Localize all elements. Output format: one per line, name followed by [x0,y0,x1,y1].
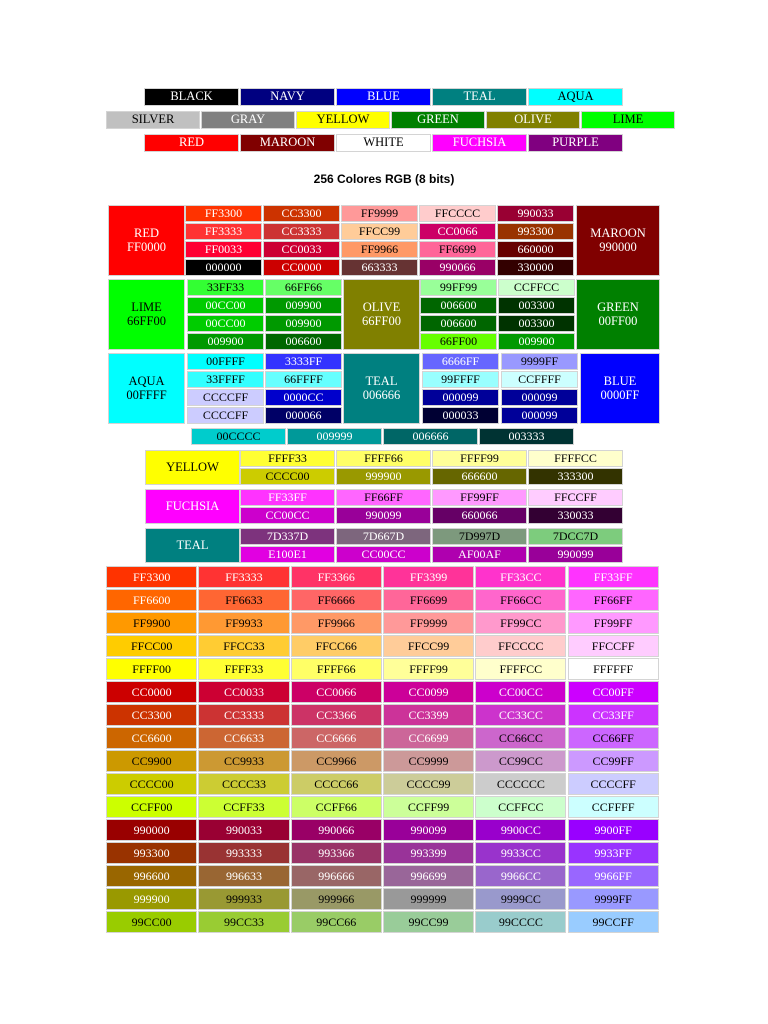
red-swatch: 660000 [497,241,574,258]
teal-variant-swatch: AF00AF [432,546,527,563]
grid-swatch: FFCCFF [568,635,659,657]
fuchsia-block: FUCHSIA [145,489,240,524]
lime-swatch: 006600 [420,315,497,332]
red-swatch: 990033 [497,205,574,222]
named-color-teal: TEAL [432,88,527,106]
red-swatch: CC0000 [263,259,340,276]
grid-swatch: CC6699 [383,727,474,749]
fuchsia-swatch: FF33FF [240,489,335,506]
aqua-swatch: 66FFFF [265,371,342,388]
yellow-swatch: FFFF66 [336,450,431,467]
grid-swatch: CCFFFF [568,796,659,818]
grid-swatch: CCCC00 [106,773,197,795]
grid-swatch: FF99CC [475,612,566,634]
grid-swatch: CCFF00 [106,796,197,818]
grid-swatch: 99CC99 [383,911,474,933]
grid-swatch: FF6666 [291,589,382,611]
fuchsia-swatch: CC00CC [240,507,335,524]
grid-swatch: CC3366 [291,704,382,726]
grid-swatch: CCFFCC [475,796,566,818]
teal-variant-swatch: 7D667D [336,528,431,545]
named-color-red: RED [144,134,239,152]
red-swatch: CC0033 [263,241,340,258]
lime-swatch: 99FF99 [420,279,497,296]
grid-swatch: 996633 [198,865,289,887]
grid-swatch: CC66FF [568,727,659,749]
grid-swatch: FFCCCC [475,635,566,657]
teal-variant-block: TEAL [145,528,240,563]
grid-swatch: 999999 [383,888,474,910]
grid-swatch: 9900CC [475,819,566,841]
red-swatch: CC3333 [263,223,340,240]
fuchsia-swatch: FF99FF [432,489,527,506]
fuchsia-swatch: FF66FF [336,489,431,506]
aqua-swatch: 33FFFF [187,371,264,388]
red-swatch: FF9999 [341,205,418,222]
fuchsia-swatch: 330033 [528,507,623,524]
aqua-swatch: 6666FF [422,353,499,370]
grid-swatch: CCCC99 [383,773,474,795]
grid-swatch: FF33FF [568,566,659,588]
named-color-olive: OLIVE [486,111,580,129]
grid-swatch: CC9900 [106,750,197,772]
grid-swatch: 996600 [106,865,197,887]
aqua-swatch: 0000CC [265,389,342,406]
grid-swatch: FFCC99 [383,635,474,657]
red-swatch: FF9966 [341,241,418,258]
named-color-maroon: MAROON [240,134,335,152]
grid-swatch: CC6633 [198,727,289,749]
named-color-aqua: AQUA [528,88,623,106]
teal-variant-swatch: 990099 [528,546,623,563]
lime-swatch: 003300 [498,315,575,332]
teal-variant-swatch: CC00CC [336,546,431,563]
grid-swatch: CC0099 [383,681,474,703]
grid-swatch: 996666 [291,865,382,887]
grid-swatch: CC33FF [568,704,659,726]
lime-swatch: 009900 [265,315,342,332]
grid-swatch: CC0033 [198,681,289,703]
red-swatch: 663333 [341,259,418,276]
grid-swatch: CC9966 [291,750,382,772]
grid-swatch: 9999CC [475,888,566,910]
yellow-swatch: CCCC00 [240,468,335,485]
grid-swatch: FF6600 [106,589,197,611]
grid-swatch: 9900FF [568,819,659,841]
green-block: GREEN 00FF00 [576,279,660,350]
lime-swatch: 66FF00 [420,333,497,350]
grid-swatch: 993366 [291,842,382,864]
grid-swatch: 993333 [198,842,289,864]
teal-variant-swatch: 7D997D [432,528,527,545]
grid-swatch: CC3300 [106,704,197,726]
fuchsia-swatch: 660066 [432,507,527,524]
aqua-swatch: 000033 [422,407,499,424]
aqua-swatch: 00FFFF [187,353,264,370]
grid-swatch: CCCCFF [568,773,659,795]
red-swatch: 000000 [185,259,262,276]
lime-swatch: CCFFCC [498,279,575,296]
grid-swatch: CC0000 [106,681,197,703]
grid-swatch: CC9999 [383,750,474,772]
grid-swatch: 999900 [106,888,197,910]
fuchsia-swatch: FFCCFF [528,489,623,506]
grid-swatch: CCCC33 [198,773,289,795]
red-swatch: FFCC99 [341,223,418,240]
lime-swatch: 66FF66 [265,279,342,296]
page-title: 256 Colores RGB (8 bits) [313,172,455,186]
grid-swatch: CCCC66 [291,773,382,795]
grid-swatch: CCCCCC [475,773,566,795]
grid-swatch: FFCC33 [198,635,289,657]
aqua-swatch: 000099 [422,389,499,406]
lime-swatch: 00CC00 [187,315,264,332]
grid-swatch: CC33CC [475,704,566,726]
grid-swatch: FFFF66 [291,658,382,680]
grid-swatch: 9966FF [568,865,659,887]
grid-swatch: FFFFCC [475,658,566,680]
grid-swatch: FF66CC [475,589,566,611]
grid-swatch: FF9999 [383,612,474,634]
red-swatch: FF3300 [185,205,262,222]
aqua-swatch: 000099 [501,407,578,424]
grid-swatch: 999966 [291,888,382,910]
grid-swatch: CC00CC [475,681,566,703]
named-color-yellow: YELLOW [296,111,390,129]
grid-swatch: FF66FF [568,589,659,611]
aqua-swatch: CCCCFF [187,389,264,406]
blue-block: BLUE 0000FF [580,353,660,424]
lime-swatch: 009900 [498,333,575,350]
aqua-swatch: CCCCFF [187,407,264,424]
grid-swatch: FF99FF [568,612,659,634]
grid-swatch: 9933CC [475,842,566,864]
grid-swatch: 99CC00 [106,911,197,933]
grid-swatch: FF6699 [383,589,474,611]
grid-swatch: FF9900 [106,612,197,634]
grid-swatch: FF3333 [198,566,289,588]
grid-swatch: CC99FF [568,750,659,772]
grid-swatch: CC0066 [291,681,382,703]
grid-swatch: CCFF66 [291,796,382,818]
grid-swatch: CC3399 [383,704,474,726]
grid-swatch: FF6633 [198,589,289,611]
aqua-swatch: 9999FF [501,353,578,370]
grid-swatch: FFCC00 [106,635,197,657]
grid-swatch: 9999FF [568,888,659,910]
named-color-white: WHITE [336,134,431,152]
fuchsia-swatch: 990099 [336,507,431,524]
grid-swatch: 99CC33 [198,911,289,933]
grid-swatch: FF3399 [383,566,474,588]
aqua-extra-swatch: 006666 [383,428,478,445]
grid-swatch: CC66CC [475,727,566,749]
olive-block: OLIVE 66FF00 [343,279,420,350]
lime-swatch: 009900 [265,297,342,314]
grid-swatch: 9966CC [475,865,566,887]
aqua-extra-swatch: 003333 [479,428,574,445]
grid-swatch: FF3300 [106,566,197,588]
grid-swatch: FF3366 [291,566,382,588]
grid-swatch: CC3333 [198,704,289,726]
aqua-extra-swatch: 009999 [287,428,382,445]
red-block: RED FF0000 [108,205,185,276]
yellow-swatch: FFFFCC [528,450,623,467]
red-swatch: CC0066 [419,223,496,240]
grid-swatch: FF9966 [291,612,382,634]
red-swatch: FF6699 [419,241,496,258]
yellow-swatch: 666600 [432,468,527,485]
lime-swatch: 33FF33 [187,279,264,296]
aqua-extra-swatch: 00CCCC [191,428,286,445]
red-swatch: FF3333 [185,223,262,240]
red-swatch: 330000 [497,259,574,276]
grid-swatch: CCFF99 [383,796,474,818]
red-swatch: FF0033 [185,241,262,258]
grid-swatch: 993300 [106,842,197,864]
named-color-lime: LIME [581,111,675,129]
grid-swatch: FFFFFF [568,658,659,680]
grid-swatch: FFFF33 [198,658,289,680]
yellow-block: YELLOW [145,450,240,485]
grid-swatch: CC00FF [568,681,659,703]
lime-block: LIME 66FF00 [108,279,185,350]
yellow-swatch: FFFF33 [240,450,335,467]
grid-swatch: 999933 [198,888,289,910]
grid-swatch: 9933FF [568,842,659,864]
grid-swatch: FFCC66 [291,635,382,657]
yellow-swatch: 999900 [336,468,431,485]
lime-swatch: 006600 [420,297,497,314]
red-swatch: FFCCCC [419,205,496,222]
teal-variant-swatch: E100E1 [240,546,335,563]
named-color-blue: BLUE [336,88,431,106]
yellow-swatch: 333300 [528,468,623,485]
grid-swatch: CCFF33 [198,796,289,818]
grid-swatch: CC6666 [291,727,382,749]
grid-swatch: CC9933 [198,750,289,772]
maroon-block: MAROON 990000 [576,205,660,276]
grid-swatch: FF9933 [198,612,289,634]
named-color-navy: NAVY [240,88,335,106]
aqua-block: AQUA 00FFFF [108,353,185,424]
grid-swatch: FF33CC [475,566,566,588]
named-color-gray: GRAY [201,111,295,129]
named-color-fuchsia: FUCHSIA [432,134,527,152]
aqua-swatch: 000066 [265,407,342,424]
grid-swatch: 99CCFF [568,911,659,933]
grid-swatch: CC6600 [106,727,197,749]
named-color-black: BLACK [144,88,239,106]
teal-variant-swatch: 7D337D [240,528,335,545]
aqua-swatch: 99FFFF [422,371,499,388]
red-swatch: 990066 [419,259,496,276]
grid-swatch: 990099 [383,819,474,841]
aqua-swatch: CCFFFF [501,371,578,388]
grid-swatch: 990000 [106,819,197,841]
grid-swatch: 990066 [291,819,382,841]
teal-block: TEAL 006666 [343,353,420,424]
grid-swatch: 990033 [198,819,289,841]
teal-variant-swatch: 7DCC7D [528,528,623,545]
lime-swatch: 009900 [187,333,264,350]
lime-swatch: 00CC00 [187,297,264,314]
named-color-purple: PURPLE [528,134,623,152]
named-color-silver: SILVER [106,111,200,129]
lime-swatch: 003300 [498,297,575,314]
aqua-swatch: 000099 [501,389,578,406]
red-swatch: CC3300 [263,205,340,222]
grid-swatch: FFFF99 [383,658,474,680]
grid-swatch: 996699 [383,865,474,887]
grid-swatch: FFFF00 [106,658,197,680]
lime-swatch: 006600 [265,333,342,350]
grid-swatch: 993399 [383,842,474,864]
named-color-green: GREEN [391,111,485,129]
grid-swatch: CC99CC [475,750,566,772]
grid-swatch: 99CC66 [291,911,382,933]
red-swatch: 993300 [497,223,574,240]
grid-swatch: 99CCCC [475,911,566,933]
aqua-swatch: 3333FF [265,353,342,370]
yellow-swatch: FFFF99 [432,450,527,467]
